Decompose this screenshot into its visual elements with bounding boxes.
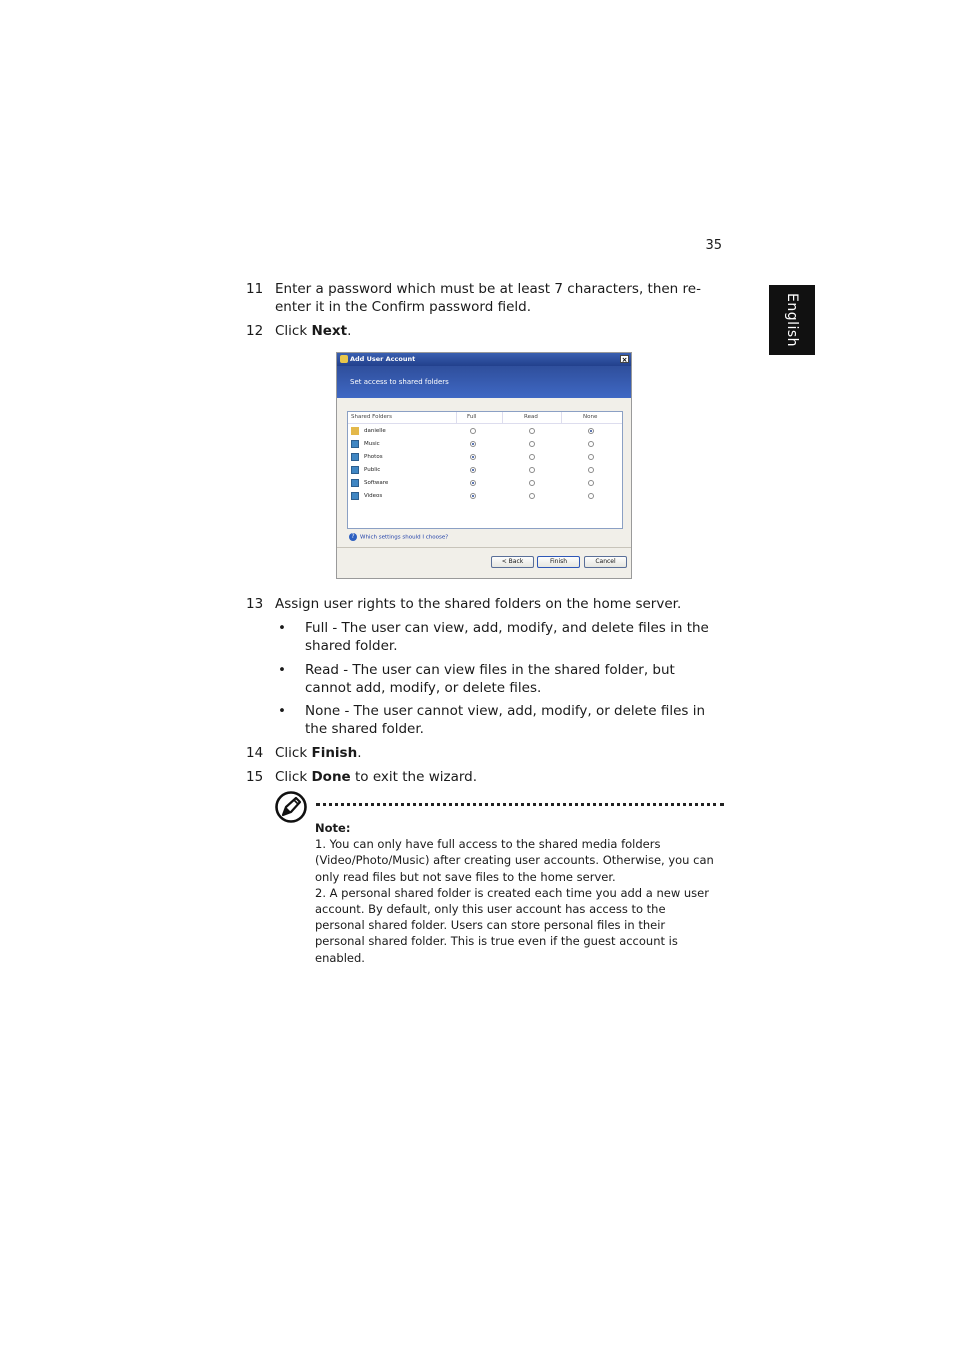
cancel-button[interactable]: Cancel [584, 556, 627, 568]
done-label: Done [311, 769, 351, 785]
column-header-folders: Shared Folders [351, 414, 392, 420]
radio-none[interactable] [588, 428, 594, 434]
bullet-text: Full - The user can view, add, modify, and delete files in the shared folder. [305, 620, 709, 654]
radio-full[interactable] [470, 480, 476, 486]
user-folder-icon [351, 427, 359, 435]
step-number: 12 [246, 323, 264, 339]
language-tab [769, 285, 815, 355]
note-heading: Note: [315, 821, 351, 835]
bullet-text: None - The user cannot view, add, modify, or delete files in the shared folder. [305, 703, 706, 737]
table-row [348, 464, 622, 477]
radio-full[interactable] [470, 467, 476, 473]
step-suffix: to exit the wizard. [350, 769, 478, 785]
step-text: Enter a password which must be at least 7 characters, then re-enter it in the Confirm password field. [275, 281, 701, 315]
folder-name: Software [364, 480, 389, 486]
wizard-banner [337, 366, 631, 398]
table-header [348, 412, 622, 424]
step-prefix: Click [275, 323, 312, 339]
table-row [348, 425, 622, 438]
folder-name: Music [364, 441, 380, 447]
window-title-bar [337, 353, 631, 366]
note-divider [316, 803, 724, 806]
help-link[interactable] [349, 533, 448, 541]
bullet-text: Read - The user can view files in the shared folder, but cannot add, modify, or delete files. [305, 662, 675, 696]
public-folder-icon [351, 466, 359, 474]
folder-name: Videos [364, 493, 383, 499]
note-item-1: 1. You can only have full access to the shared media folders (Video/Photo/Music) after creating user accounts. Otherwise, you can only read files but not save files to the home server. [315, 837, 714, 884]
step-prefix: Click [275, 769, 312, 785]
radio-read[interactable] [529, 467, 535, 473]
folder-name: Photos [364, 454, 383, 460]
radio-none[interactable] [588, 441, 594, 447]
column-header-none: None [583, 414, 598, 420]
step-number: 11 [246, 281, 264, 297]
radio-none[interactable] [588, 493, 594, 499]
user-account-icon [340, 355, 348, 363]
next-label: Next [311, 323, 348, 339]
folder-name: danielle [364, 428, 386, 434]
step-prefix: Click [275, 745, 312, 761]
help-icon: ? [349, 533, 357, 541]
help-link-text: Which settings should I choose? [360, 534, 449, 541]
shared-folders-table [347, 411, 623, 529]
videos-folder-icon [351, 492, 359, 500]
step-number: 13 [246, 596, 264, 612]
radio-read[interactable] [529, 428, 535, 434]
wizard-heading: Set access to shared folders [350, 378, 449, 386]
radio-none[interactable] [588, 454, 594, 460]
column-header-full: Full [467, 414, 477, 420]
page-number: 35 [705, 238, 722, 253]
step-number: 15 [246, 769, 264, 785]
step-suffix: . [347, 323, 352, 339]
radio-full[interactable] [470, 428, 476, 434]
radio-full[interactable] [470, 454, 476, 460]
window-title: Add User Account [350, 355, 416, 363]
add-user-account-window [336, 352, 632, 579]
step-text [275, 322, 725, 340]
radio-none[interactable] [588, 467, 594, 473]
table-row [348, 451, 622, 464]
table-row [348, 490, 622, 503]
note-pencil-icon [274, 790, 308, 824]
radio-read[interactable] [529, 493, 535, 499]
divider [337, 547, 631, 548]
radio-full[interactable] [470, 493, 476, 499]
step-text [275, 768, 725, 786]
folder-name: Public [364, 467, 381, 473]
radio-read[interactable] [529, 454, 535, 460]
bullet-symbol: • [278, 620, 286, 636]
table-row [348, 477, 622, 490]
music-folder-icon [351, 440, 359, 448]
step-text [275, 744, 725, 762]
radio-none[interactable] [588, 480, 594, 486]
radio-read[interactable] [529, 441, 535, 447]
finish-button[interactable]: Finish [537, 556, 580, 568]
software-folder-icon [351, 479, 359, 487]
bullet-symbol: • [278, 662, 286, 678]
note-item-2: 2. A personal shared folder is created each time you add a new user account. By default, only this user account has access to the personal shared folder. Users can store personal files in their personal shared folder. This is true even if the guest account is enabled. [315, 885, 709, 965]
column-header-read: Read [524, 414, 538, 420]
step-text: Assign user rights to the shared folders on the home server. [275, 596, 682, 612]
photos-folder-icon [351, 453, 359, 461]
finish-label: Finish [311, 745, 358, 761]
note-block [315, 820, 715, 966]
table-row [348, 438, 622, 451]
radio-full[interactable] [470, 441, 476, 447]
step-suffix: . [357, 745, 362, 761]
back-button[interactable]: < Back [491, 556, 534, 568]
close-icon[interactable]: × [621, 356, 628, 364]
language-tab-label: English [784, 292, 800, 348]
step-number: 14 [246, 745, 264, 761]
bullet-symbol: • [278, 703, 286, 719]
radio-read[interactable] [529, 480, 535, 486]
